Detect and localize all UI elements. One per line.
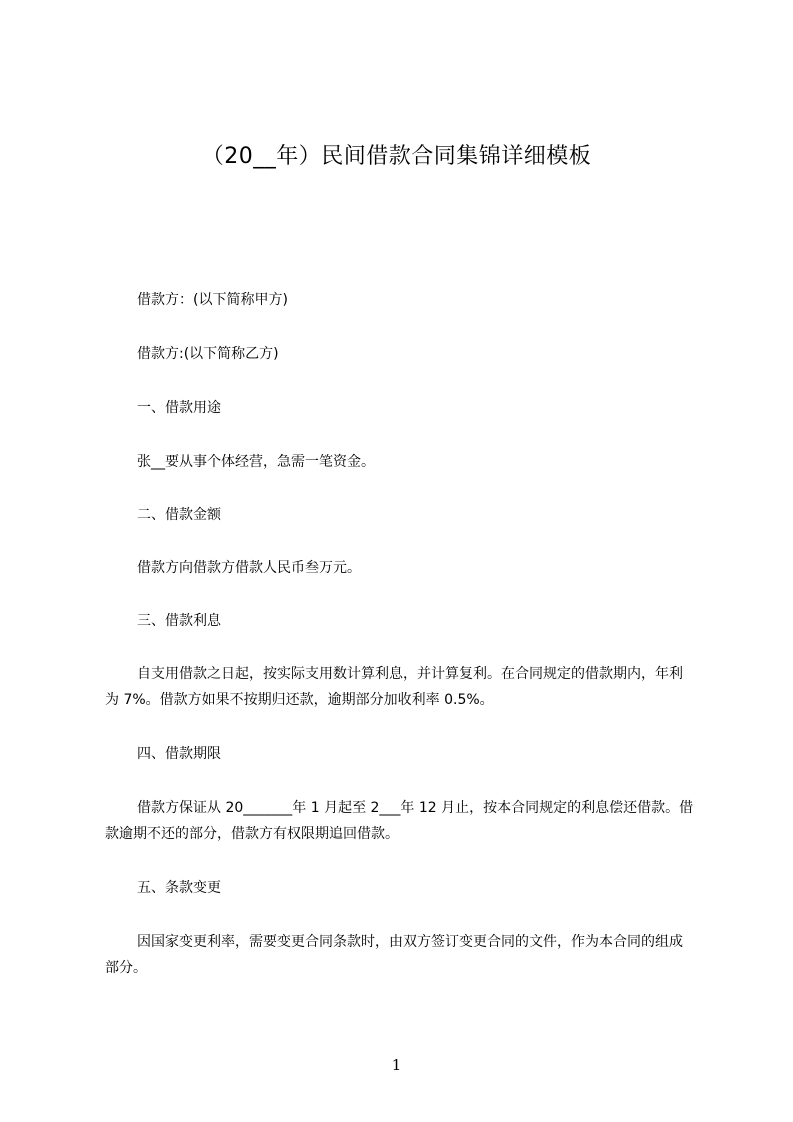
borrower-party-line: 借款方:(以下简称乙方) xyxy=(137,346,279,362)
section-body-purpose: 张__要从事个体经营，急需一笔资金。 xyxy=(137,454,375,470)
lender-party-line: 借款方：(以下简称甲方) xyxy=(137,292,288,308)
section-body-amount: 借款方向借款方借款人民币叁万元。 xyxy=(137,560,361,576)
section-heading-change: 五、条款变更 xyxy=(137,880,221,896)
section-body-term: 借款方保证从 20_______年 1 月起至 2___年 12 月止，按本合同规定的利息偿还借款。借款逾期不还的部分，借款方有权限期追回借款。 xyxy=(105,800,694,842)
document-title: （20__年）民间借款合同集锦详细模板 xyxy=(201,144,592,169)
section-body-interest: 自支用借款之日起，按实际支用数计算利息，并计算复利。在合同规定的借款期内，年利为 7%。借款方如果不按期归还款，逾期部分加收利率 0.5%。 xyxy=(105,666,683,708)
section-body-change: 因国家变更利率，需要变更合同条款时，由双方签订变更合同的文件，作为本合同的组成部分。 xyxy=(105,934,683,976)
page-number: 1 xyxy=(391,1056,402,1074)
section-heading-interest: 三、借款利息 xyxy=(137,613,221,629)
section-heading-purpose: 一、借款用途 xyxy=(137,400,221,416)
section-heading-term: 四、借款期限 xyxy=(137,746,221,762)
section-heading-amount: 二、借款金额 xyxy=(137,507,221,523)
